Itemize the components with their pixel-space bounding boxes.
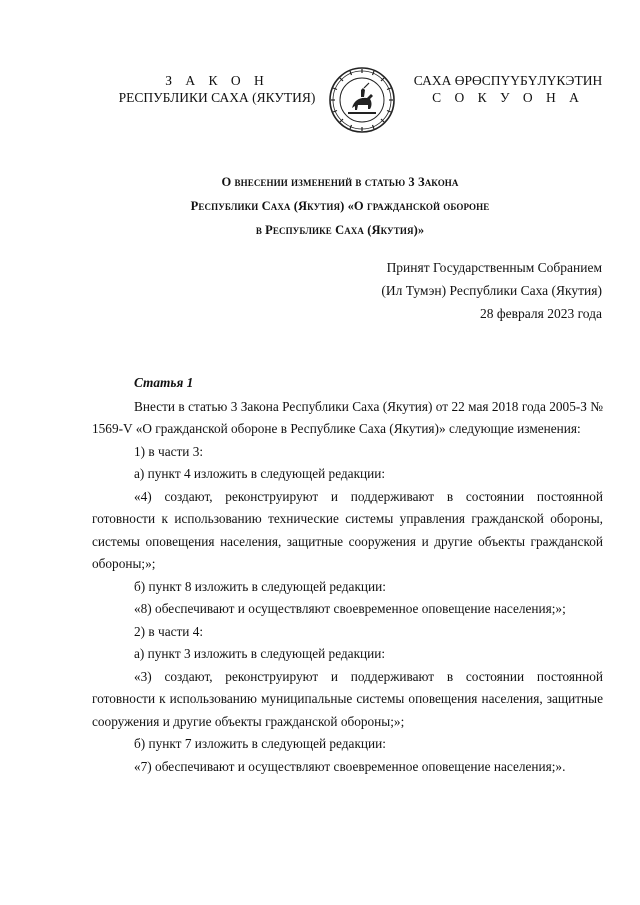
article-body bbox=[92, 372, 603, 778]
article-heading: Статья 1 bbox=[134, 375, 194, 390]
article-item-2: 2) в части 4: bbox=[134, 623, 204, 639]
law-title bbox=[120, 170, 560, 242]
adoption-line2: (Ил Тумэн) Республики Саха (Якутия) bbox=[381, 283, 602, 298]
header-right-line2: С О К У О Н А bbox=[432, 90, 584, 105]
article-item-2b: б) пункт 7 изложить в следующей редакции: bbox=[134, 736, 386, 751]
header-right-line1: САХА ӨРӨСПҮҮБҮЛҮКЭТИН bbox=[413, 73, 603, 88]
law-title-line3: в Республике Саха (Якутия)» bbox=[255, 223, 425, 237]
adoption-info bbox=[340, 256, 602, 325]
adoption-date: 28 февраля 2023 года bbox=[480, 306, 602, 321]
header-left-line2: РЕСПУБЛИКИ САХА (ЯКУТИЯ) bbox=[118, 90, 316, 105]
article-item-2a-text: «3) создают, реконструируют и поддерживают в состоянии постоянной готовности к использованию муниципальные системы оповещения населения, защитные сооружения и другие объекты гражданской обороны;»; bbox=[92, 668, 603, 729]
emblem-svg bbox=[328, 66, 396, 134]
law-title-line2: Республики Саха (Якутия) «О гражданской обороне bbox=[190, 199, 490, 213]
header-right bbox=[408, 72, 608, 106]
adoption-line1: Принят Государственным Собранием bbox=[386, 260, 602, 275]
law-title-line1: О внесении изменений в статью 3 Закона bbox=[221, 175, 459, 189]
article-intro: Внести в статью 3 Закона Республики Саха (Якутия) от 22 мая 2018 года 2005-З № 1569-V «О гражданской обороне в Республике Саха (Якутия)» следующие изменения: bbox=[92, 398, 603, 436]
coat-of-arms-emblem-icon bbox=[328, 66, 396, 134]
article-item-1a: а) пункт 4 изложить в следующей редакции: bbox=[134, 466, 386, 481]
article-item-2a: а) пункт 3 изложить в следующей редакции: bbox=[134, 646, 386, 661]
article-item-1a-text: «4) создают, реконструируют и поддерживают в состоянии постоянной готовности к использованию технические системы управления гражданской обороны, системы оповещения населения, защитные сооружения и другие объекты гражданской обороны;»; bbox=[92, 488, 603, 571]
article-item-1b-text: «8) обеспечивают и осуществляют своевременное оповещение населения;»; bbox=[134, 601, 566, 616]
article-item-1b: б) пункт 8 изложить в следующей редакции: bbox=[134, 578, 386, 594]
article-item-1: 1) в части 3: bbox=[134, 443, 204, 459]
header-left-line1: З А К О Н bbox=[165, 73, 269, 88]
article-item-2b-text: «7) обеспечивают и осуществляют своевременное оповещение населения;». bbox=[134, 758, 566, 774]
header-left bbox=[112, 72, 322, 106]
